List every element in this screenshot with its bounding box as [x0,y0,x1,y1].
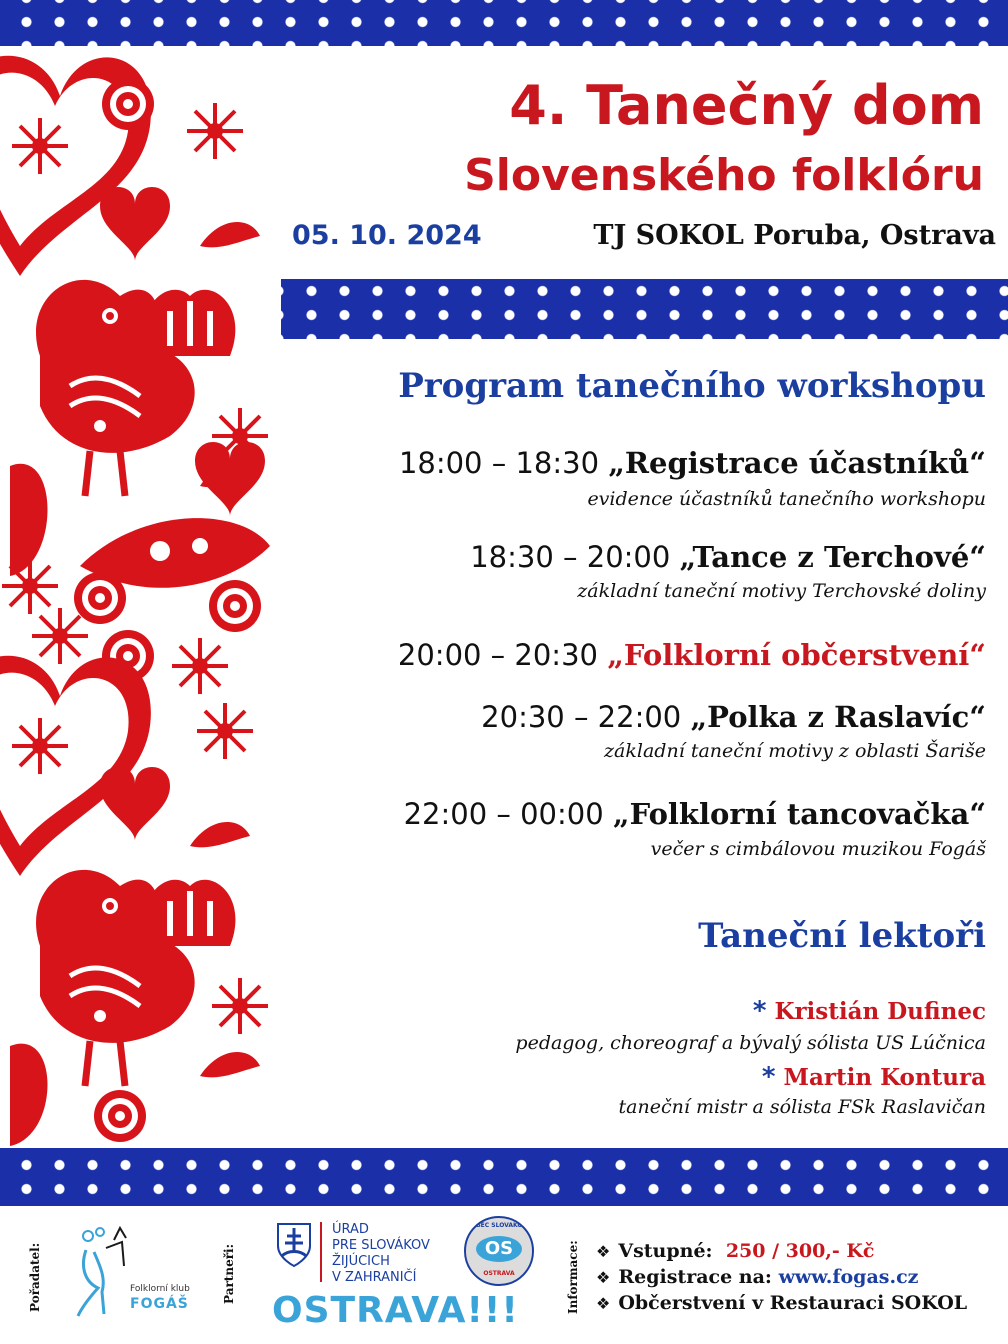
fogas-logo [60,1222,200,1322]
office-divider [320,1222,322,1282]
program-item [481,700,986,734]
registration-label: Registrace na: [618,1266,772,1288]
program-name: „Registrace účastníků“ [608,446,986,480]
asterisk-icon: * [761,1062,776,1092]
event-place: TJ SOKOL Poruba, Ostrava [593,220,996,251]
info-refreshment [596,1292,967,1314]
program-description: základní taneční motivy z oblasti Šariše [604,740,986,762]
event-title-line1: 4. Tanečný dom [509,74,984,137]
middle-dot-band [281,279,1008,339]
event-title-line2: Slovenského folklóru [464,150,984,201]
program-time: 22:00 – 00:00 [403,797,604,831]
program-item [470,540,986,574]
program-item [399,446,986,480]
os-logo-top: OBEC SLOVAKOV [471,1222,527,1229]
program-description: evidence účastníků tanečního workshopu [587,488,986,510]
office-line: ŽIJÚCICH [332,1254,390,1269]
top-dot-band [0,0,1008,46]
registration-link[interactable]: www.fogas.cz [778,1266,919,1288]
program-heading: Program tanečního workshopu [398,366,986,406]
info-registration [596,1266,918,1288]
event-date: 05. 10. 2024 [292,220,482,251]
partners-label: Partneři: [222,1243,236,1304]
folk-pattern-panel [0,46,281,1148]
asterisk-icon: * [752,996,767,1026]
program-time: 20:00 – 20:30 [397,638,598,672]
dancer-icon [60,1222,140,1318]
info-admission [596,1240,875,1262]
office-logo-text [332,1222,430,1286]
fogas-logo-subtitle: Folklorní klub [130,1284,190,1294]
program-time: 18:00 – 18:30 [398,446,600,480]
program-name: „Polka z Raslavíc“ [690,700,986,734]
office-line: V ZAHRANIČÍ [332,1270,417,1285]
admission-label: Vstupné: [618,1240,713,1262]
info-label: Informace: [566,1240,580,1314]
lecturers-heading: Taneční lektoři [698,916,986,956]
lecturer-name-text: Kristián Dufinec [774,998,986,1025]
lecturer-name [753,996,986,1026]
os-logo-mark: OS [476,1236,522,1262]
diamond-bullet-icon: ❖ [596,1242,611,1261]
lecturer-name-text: Martin Kontura [783,1064,986,1091]
organizer-label: Pořadatel: [28,1242,42,1312]
program-description: základní taneční motivy Terchovské doliny [577,580,986,602]
program-item [404,797,986,831]
fogas-logo-name: FOGÁŠ [130,1296,189,1312]
program-time: 20:30 – 22:00 [481,700,682,734]
lecturer-role: taneční mistr a sólista FSk Raslavičan [618,1096,986,1118]
diamond-bullet-icon: ❖ [596,1268,611,1287]
bottom-dot-band [0,1148,1008,1206]
program-name: „Folklorní občerstvení“ [607,638,986,672]
ostrava-logo: OSTRAVA!!! [272,1290,519,1331]
program-time: 18:30 – 20:00 [470,540,671,574]
folk-ornament-icon [0,46,281,1148]
program-item [398,638,986,672]
lecturer-role: pedagog, choreograf a bývalý sólista US Lúčnica [515,1032,986,1054]
office-line: PRE SLOVÁKOV [332,1238,430,1253]
refreshment-text: Občerstvení v Restauraci SOKOL [618,1292,968,1314]
program-description: večer s cimbálovou muzikou Fogáš [650,838,986,860]
slovak-coat-of-arms-icon [276,1222,312,1268]
os-logo-bottom: OSTRAVA [483,1270,515,1277]
office-line: ÚRAD [332,1222,369,1237]
admission-value: 250 / 300,- Kč [725,1240,875,1262]
program-name: „Folklorní tancovačka“ [612,797,986,831]
program-name: „Tance z Terchové“ [679,540,986,574]
diamond-bullet-icon: ❖ [596,1294,611,1313]
os-logo [464,1216,534,1286]
lecturer-name [762,1062,986,1092]
